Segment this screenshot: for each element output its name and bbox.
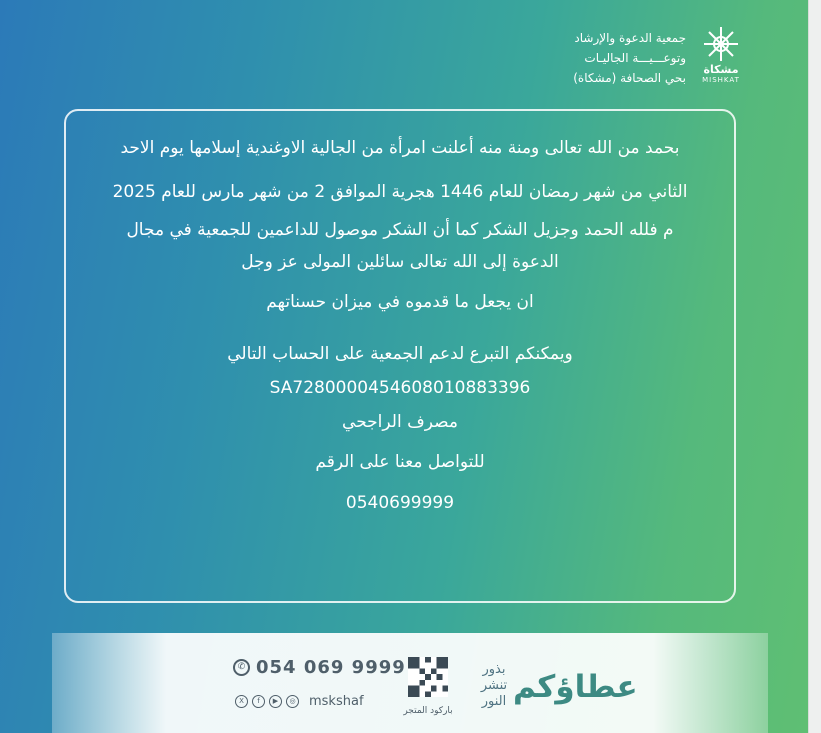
x-icon[interactable]: X — [235, 695, 248, 708]
message-box — [64, 109, 736, 603]
store-qr-code[interactable] — [408, 657, 448, 697]
contact-label: للتواصل معنا على الرقم — [315, 452, 485, 472]
slogan-word2: تنشر — [480, 678, 508, 693]
org-name-line3: بحي الصحافة (مشكاة) — [573, 71, 686, 85]
org-name — [573, 28, 686, 88]
org-name-line1: جمعية الدعوة والإرشاد — [574, 31, 686, 45]
slogan-main: عطاؤكم — [513, 669, 638, 705]
bank-name: مصرف الراجحي — [342, 412, 458, 432]
message-line3: م فلله الحمد وجزيل الشكر كما أن الشكر موصول للداعمين للجمعية في مجال — [126, 220, 674, 240]
phone-icon: ✆ — [233, 659, 250, 676]
iban-number: SA7280000454608010883396 — [269, 378, 531, 398]
slogan-word3: النور — [481, 694, 507, 709]
social-links — [235, 694, 364, 709]
footer-phone — [233, 657, 406, 678]
slogan-word1: بذور — [482, 662, 506, 677]
logo-name-text: مشكاة — [703, 63, 739, 76]
mishkat-logo-icon — [696, 24, 746, 92]
org-logo — [573, 24, 746, 92]
facebook-icon[interactable]: f — [252, 695, 265, 708]
message-line2: الثاني من شهر رمضان للعام 1446 هجرية الموافق 2 من شهر مارس للعام 2025 — [112, 182, 688, 202]
message-line1: بحمد من الله تعالى ومنة منه أعلنت امرأة من الجالية الاوغندية إسلامها يوم الاحد — [120, 138, 680, 158]
message-line4: الدعوة إلى الله تعالى سائلين المولى عز وجل — [241, 252, 559, 272]
org-name-line2: وتوعـــيـــة الجاليـات — [584, 51, 686, 65]
lantern-star-icon — [701, 24, 741, 64]
social-handle: mskshaf — [309, 694, 364, 709]
slogan — [477, 662, 638, 723]
instagram-icon[interactable]: ◎ — [286, 695, 299, 708]
message-line5: ان يجعل ما قدموه في ميزان حسناتهم — [266, 292, 534, 312]
footer-phone-number: 054 069 9999 — [256, 657, 406, 678]
qr-label: باركود المتجر — [403, 706, 453, 716]
logo-latin-text: MISHKAT — [702, 76, 740, 84]
youtube-icon[interactable]: ▶ — [269, 695, 282, 708]
message-line6: ويمكنكم التبرع لدعم الجمعية على الحساب التالي — [227, 344, 573, 364]
contact-number: 0540699999 — [345, 493, 455, 513]
page-edge — [808, 0, 821, 733]
footer-bar — [52, 633, 768, 733]
